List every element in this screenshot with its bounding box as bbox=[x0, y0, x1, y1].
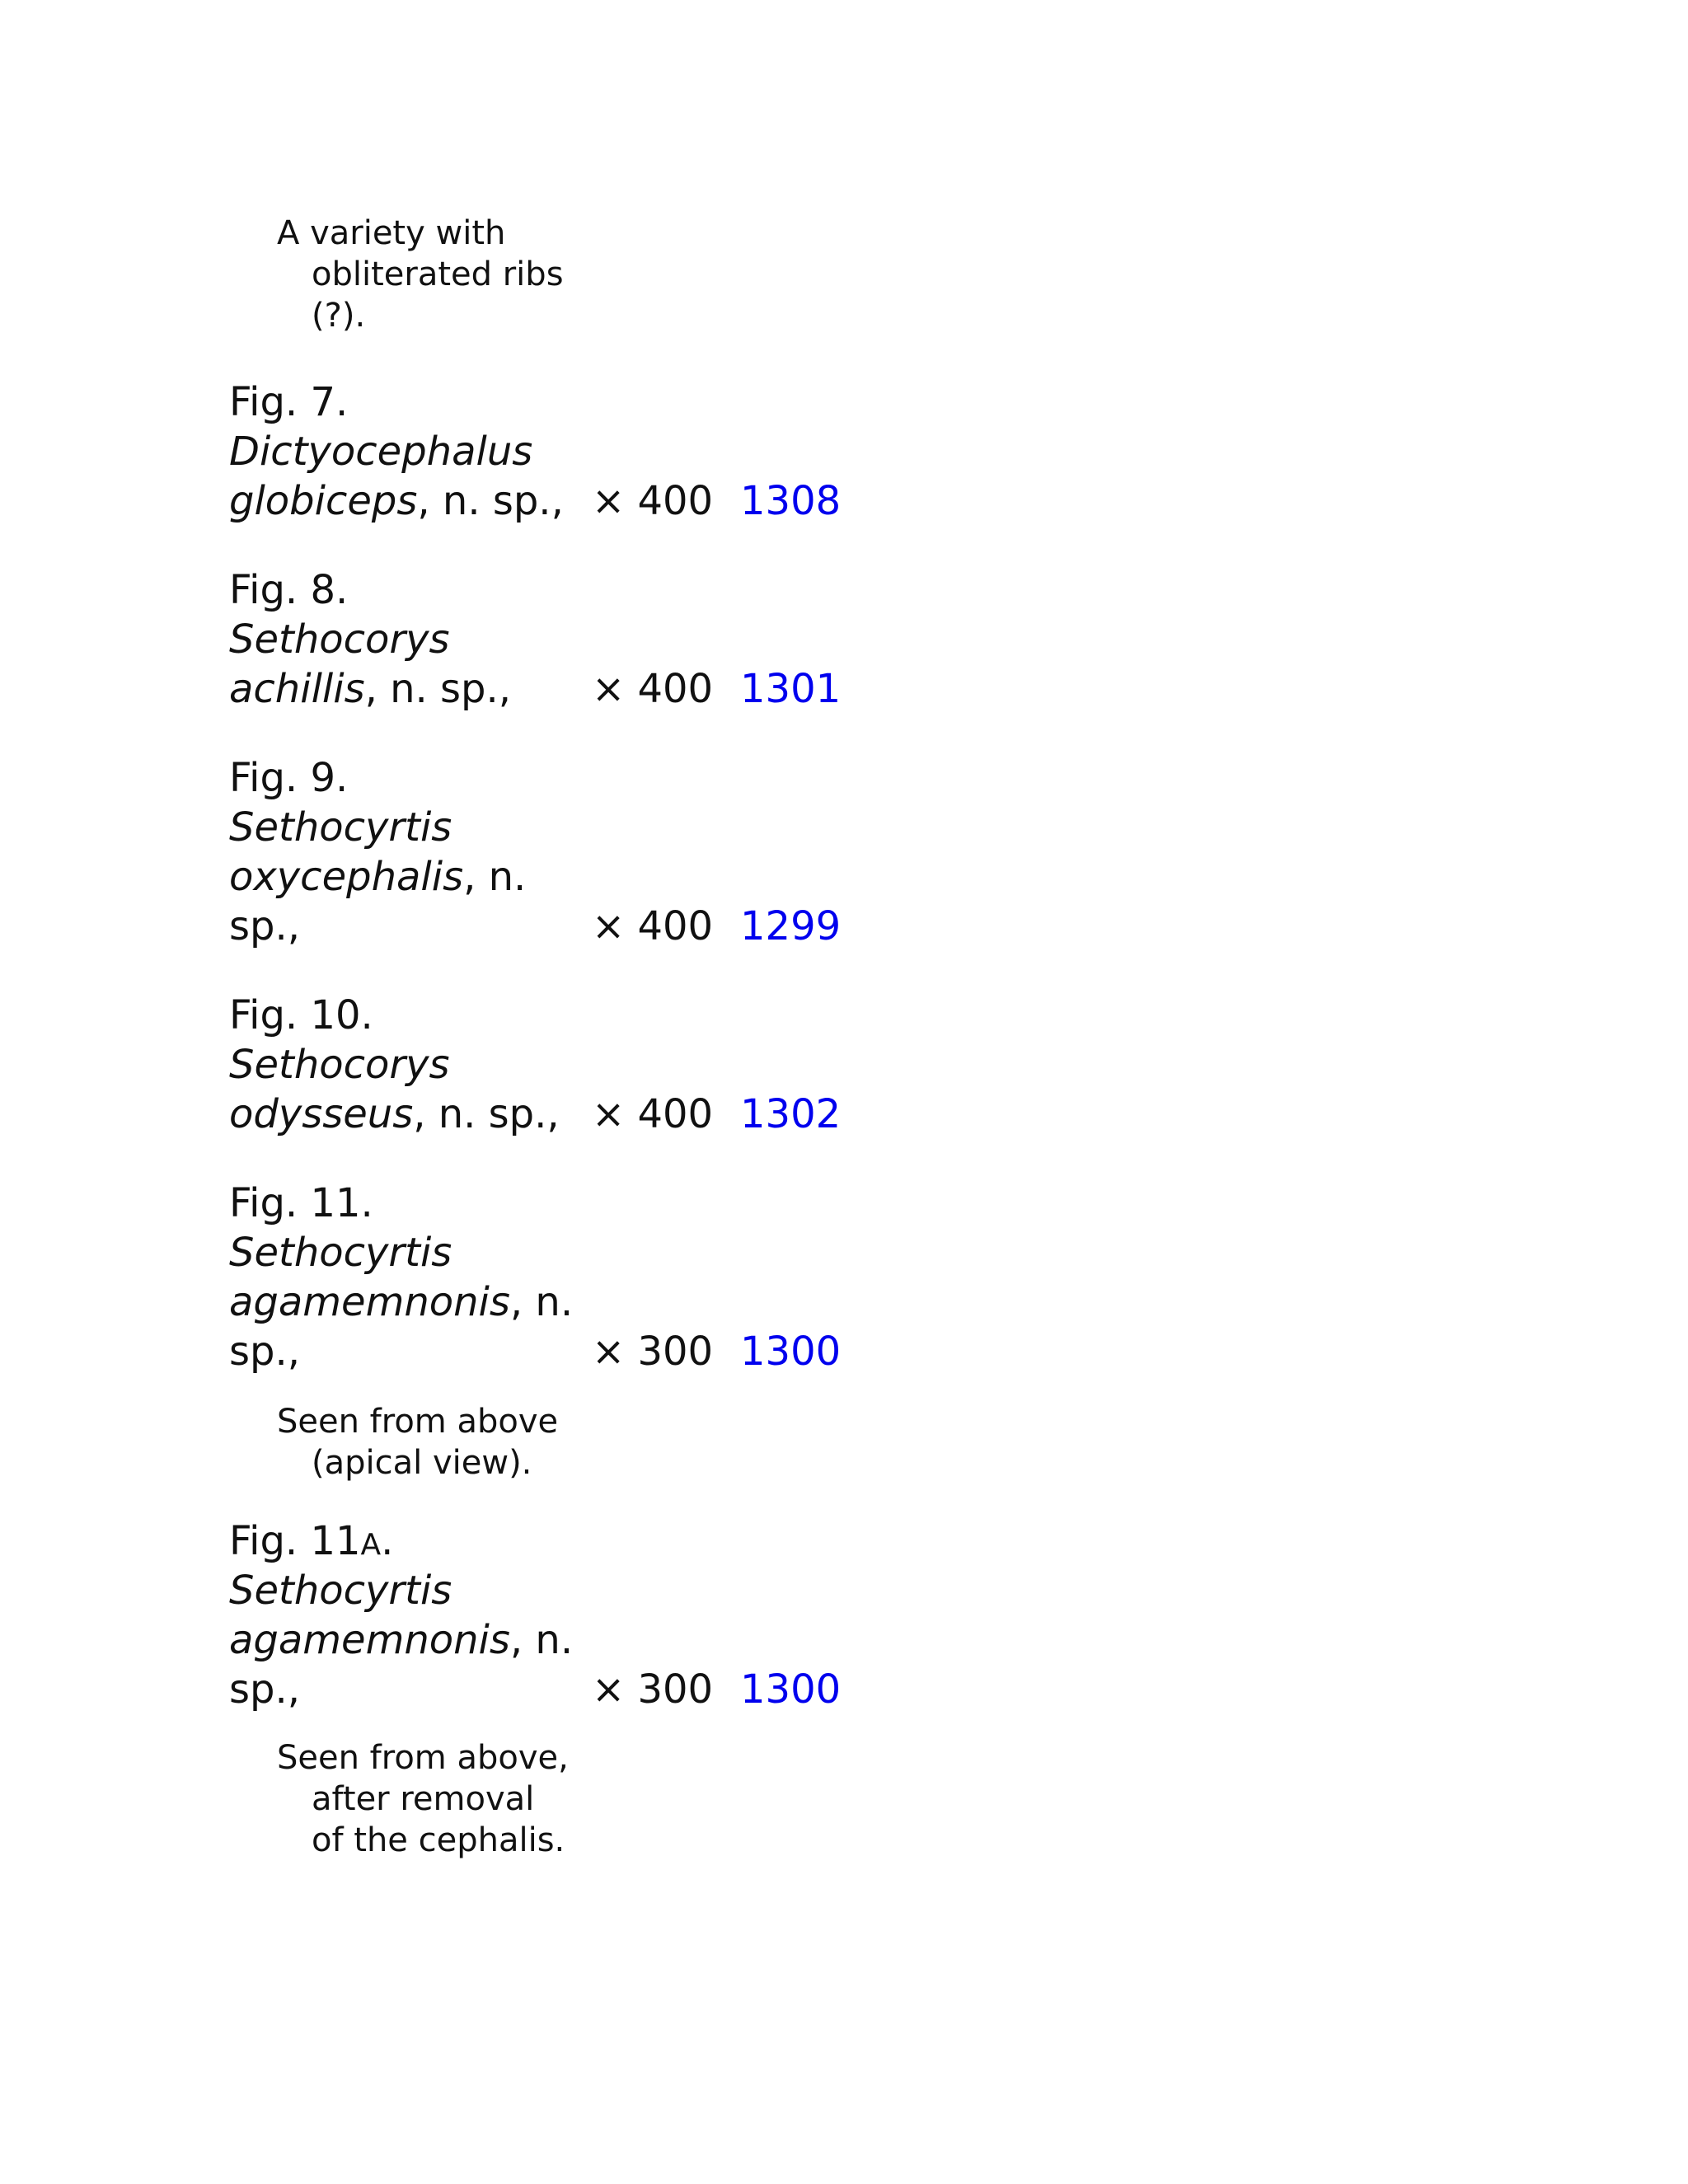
figure-label: Fig. 8. bbox=[229, 567, 349, 613]
species-text: oxycephalis bbox=[229, 854, 464, 900]
variety-note-line-1: A variety with bbox=[277, 214, 506, 252]
species-line bbox=[229, 664, 511, 714]
figure-label-end: . bbox=[381, 1518, 394, 1564]
genus-text: Sethocyrtis bbox=[229, 1230, 452, 1276]
species-text: agamemnonis bbox=[229, 1617, 510, 1663]
page-reference-link[interactable]: 1300 bbox=[740, 1329, 842, 1375]
genus-name bbox=[229, 427, 532, 476]
species-suffix-line: sp., bbox=[229, 1329, 300, 1375]
species-line bbox=[229, 476, 564, 526]
species-line bbox=[229, 852, 526, 902]
species-suffix: , n. sp., bbox=[413, 1091, 560, 1137]
magnification: × 300 bbox=[592, 1329, 714, 1375]
figure-label bbox=[229, 1516, 393, 1570]
genus-text: Sethocorys bbox=[229, 616, 450, 663]
magnification: × 300 bbox=[592, 1666, 714, 1713]
species-suffix: , n. bbox=[463, 854, 527, 900]
page-reference-link[interactable]: 1299 bbox=[740, 903, 842, 949]
genus-text: Sethocorys bbox=[229, 1042, 450, 1088]
species-text: achillis bbox=[229, 666, 365, 712]
species-line bbox=[229, 1277, 573, 1327]
variety-note-line-2: obliterated ribs bbox=[312, 255, 564, 293]
figure-label: Fig. 7. bbox=[229, 379, 349, 425]
view-note-line-3: of the cephalis. bbox=[312, 1821, 565, 1859]
species-text: odysseus bbox=[229, 1091, 414, 1137]
magnification: × 400 bbox=[592, 478, 714, 524]
genus-text: Dictyocephalus bbox=[229, 429, 533, 475]
page-reference-link[interactable]: 1301 bbox=[740, 666, 842, 712]
genus-name bbox=[229, 803, 452, 852]
view-note-line-1: Seen from above bbox=[277, 1403, 559, 1441]
view-note-line-1: Seen from above, bbox=[277, 1739, 569, 1777]
page-reference-link[interactable]: 1308 bbox=[740, 478, 842, 524]
species-suffix: , n. bbox=[509, 1617, 574, 1663]
species-text: globiceps bbox=[229, 478, 418, 524]
magnification: × 400 bbox=[592, 666, 714, 712]
genus-text: Sethocyrtis bbox=[229, 804, 452, 851]
species-suffix: , n. bbox=[509, 1279, 574, 1325]
figure-label-small-caps: A bbox=[360, 1528, 382, 1562]
figure-label: Fig. 9. bbox=[229, 755, 349, 801]
genus-name bbox=[229, 1040, 450, 1090]
page-reference-link[interactable]: 1302 bbox=[740, 1091, 842, 1137]
species-suffix: , n. sp., bbox=[364, 666, 512, 712]
species-line bbox=[229, 1090, 560, 1139]
figure-label: Fig. 10. bbox=[229, 992, 373, 1038]
magnification: × 400 bbox=[592, 1091, 714, 1137]
species-suffix-line: sp., bbox=[229, 1666, 300, 1713]
species-line bbox=[229, 1615, 573, 1665]
view-note-line-2: (apical view). bbox=[312, 1444, 532, 1482]
species-suffix: , n. sp., bbox=[417, 478, 564, 524]
species-text: agamemnonis bbox=[229, 1279, 510, 1325]
genus-name bbox=[229, 1228, 452, 1277]
species-suffix-line: sp., bbox=[229, 903, 300, 949]
figure-label-prefix: Fig. 11 bbox=[229, 1518, 361, 1564]
genus-text: Sethocyrtis bbox=[229, 1568, 452, 1614]
figure-label: Fig. 11. bbox=[229, 1180, 373, 1226]
genus-name bbox=[229, 615, 450, 664]
page-reference-link[interactable]: 1300 bbox=[740, 1666, 842, 1713]
variety-note-line-3: (?). bbox=[312, 297, 366, 335]
genus-name bbox=[229, 1566, 452, 1615]
magnification: × 400 bbox=[592, 903, 714, 949]
view-note-line-2: after removal bbox=[312, 1780, 535, 1818]
